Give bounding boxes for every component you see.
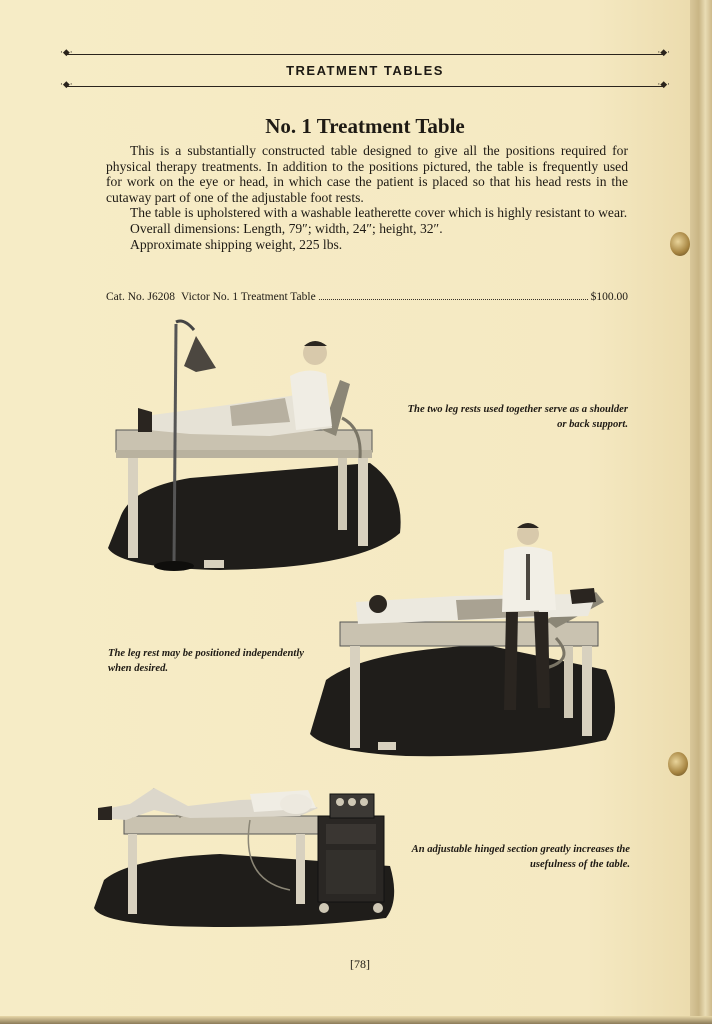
catalog-price: $100.00 (590, 291, 628, 303)
page-bottom-edge (0, 1016, 712, 1024)
caption-photo-2: The leg rest may be positioned independently when desired. (108, 648, 304, 674)
paragraph-upholstery: The table is upholstered with a washable leatherette cover which is highly resistant to wear. (130, 205, 628, 221)
book-spine (690, 0, 712, 1024)
dimensions-text: Overall dimensions: Length, 79″; width, 24″; height, 32″. (130, 220, 443, 236)
catalog-line (106, 291, 628, 303)
section-header: TREATMENT TABLES (286, 63, 444, 78)
shipping-text: Approximate shipping weight, 225 lbs. (130, 236, 343, 252)
photo-hinged-section (90, 780, 400, 930)
page-number: [78] (350, 957, 370, 971)
article-body (106, 143, 628, 252)
binding-rivet-top (670, 232, 690, 256)
header-rule-bottom: ·◆· ·◆· (60, 80, 670, 90)
catalog-number: Cat. No. J6208 (106, 291, 175, 303)
photo-prone-patient (306, 520, 624, 760)
catalog-item-name: Victor No. 1 Treatment Table (181, 291, 316, 303)
leader-dots (319, 299, 588, 300)
paragraph-description: This is a substantially constructed table designed to give all the positions required for physical therapy treatments. In addition to the positions pictured, the table is frequently used for work on the eye or head, in which case the patient is placed so that his head rests in the cutaway part of one of the adjustable foot rests. (106, 143, 628, 205)
article-title: No. 1 Treatment Table (265, 114, 465, 138)
caption-photo-1: The two leg rests used together serve as a shoulder or back support. (407, 404, 628, 430)
header-rule-top: ·◆· ·◆· (60, 48, 670, 58)
caption-photo-3: An adjustable hinged section greatly increases the usefulness of the table. (411, 844, 630, 870)
binding-rivet-bottom (668, 752, 688, 776)
